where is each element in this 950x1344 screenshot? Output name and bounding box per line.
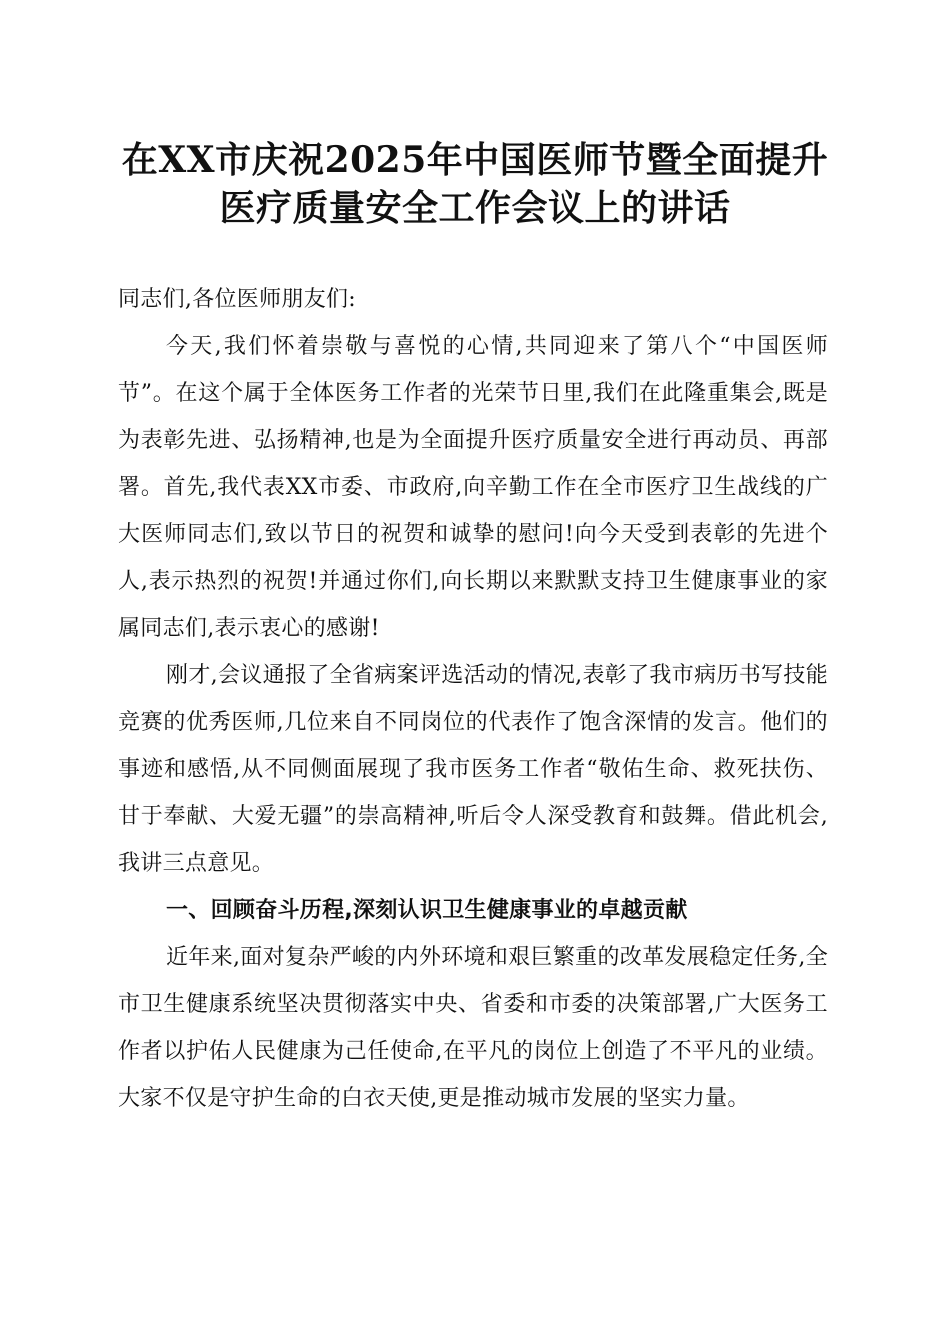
paragraph-opening: 今天,我们怀着崇敬与喜悦的心情,共同迎来了第八个“中国医师节”。在这个属于全体医务工作者的光荣节日里,我们在此隆重集会,既是为表彰先进、弘扬精神,也是为全面提升医疗质量安全进行再动员、再部署。首先,我代表XX市委、市政府,向辛勤工作在全市医疗卫生战线的广大医师同志们,致以节日的祝贺和诚挚的慰问!向今天受到表彰的先进个人,表示热烈的祝贺!并通过你们,向长期以来默默支持卫生健康事业的家属同志们,表示衷心的感谢! [118, 334, 828, 641]
title-line-2: 医疗质量安全工作会议上的讲话 [219, 187, 731, 229]
document-title [110, 136, 840, 232]
title-line-1: 在XX市庆祝2025年中国医师节暨全面提升 [121, 139, 829, 181]
section-heading-1: 一、回顾奋斗历程,深刻认识卫生健康事业的卓越贡献 [166, 898, 688, 923]
greeting: 同志们,各位医师朋友们: [118, 287, 357, 312]
paragraph-section-1: 近年来,面对复杂严峻的内外环境和艰巨繁重的改革发展稳定任务,全市卫生健康系统坚决贯彻落实中央、省委和市委的决策部署,广大医务工作者以护佑人民健康为己任使命,在平凡的岗位上创造了不平凡的业绩。大家不仅是守护生命的白衣天使,更是推动城市发展的坚实力量。 [118, 945, 828, 1111]
document-body [118, 276, 828, 1122]
paragraph-meeting-review: 刚才,会议通报了全省病案评选活动的情况,表彰了我市病历书写技能竞赛的优秀医师,几位来自不同岗位的代表作了饱含深情的发言。他们的事迹和感悟,从不同侧面展现了我市医务工作者“敬佑生命、救死扶伤、甘于奉献、大爱无疆”的崇高精神,听后令人深受教育和鼓舞。借此机会,我讲三点意见。 [118, 663, 828, 876]
